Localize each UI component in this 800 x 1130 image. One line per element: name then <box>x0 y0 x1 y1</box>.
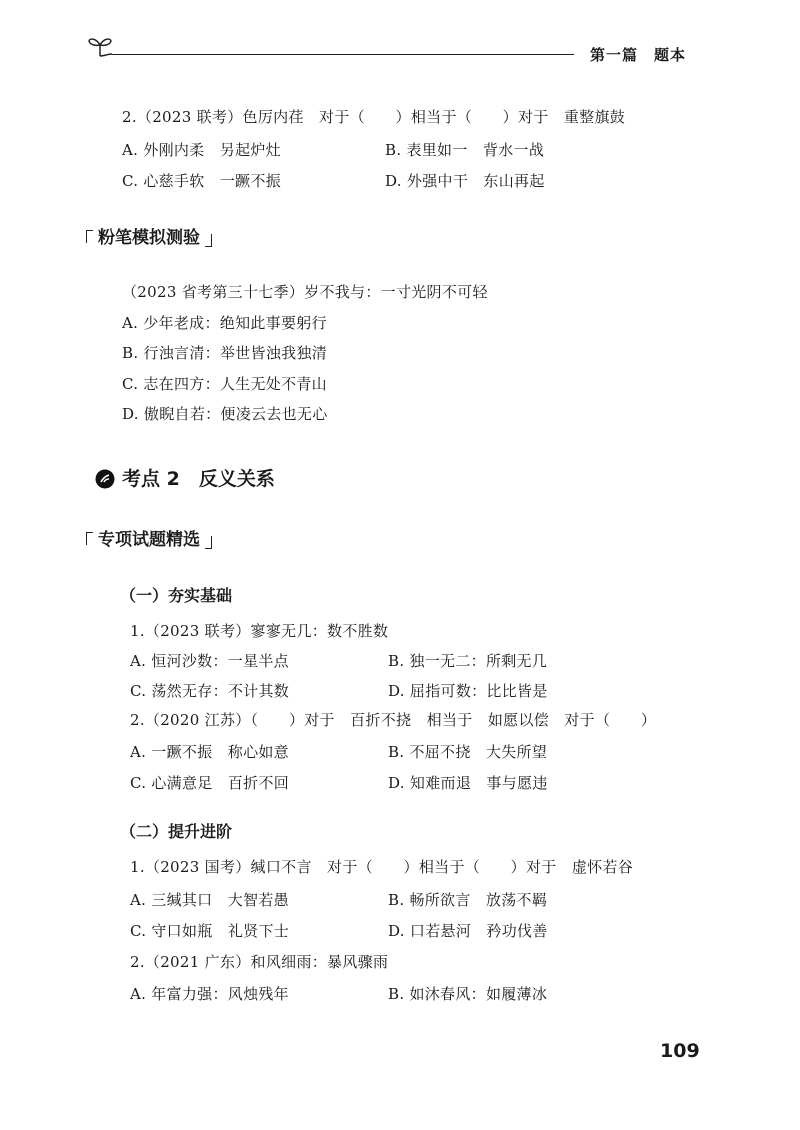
option-c: C. 荡然无存：不计其数 <box>130 682 290 700</box>
special-exercises-heading: 专项试题精选 <box>84 529 214 551</box>
option-b: B. 如沐春风：如履薄冰 <box>388 985 548 1003</box>
question-stem: 2.（2020 江苏）（ ）对于 百折不挠 相当于 如愿以偿 对于（ ） <box>130 711 657 729</box>
option-b: B. 畅所欲言 放荡不羁 <box>388 891 548 909</box>
option-a: A. 三缄其口 大智若愚 <box>130 891 289 909</box>
basic-heading: （一）夯实基础 <box>120 586 233 605</box>
option-a: A. 年富力强：风烛残年 <box>130 985 289 1003</box>
question-stem: 1.（2023 联考）寥寥无几：数不胜数 <box>130 622 389 640</box>
page-number: 109 <box>660 1040 700 1062</box>
option-a: A. 恒河沙数：一星半点 <box>130 652 289 670</box>
option-c: C. 志在四方：人生无处不青山 <box>122 375 327 393</box>
option-d: D. 傲睨自若：便凌云去也无心 <box>122 405 328 423</box>
kaodian-title: 考点 2 反义关系 <box>122 468 275 490</box>
question-stem: 1.（2023 国考）缄口不言 对于（ ）相当于（ ）对于 虚怀若谷 <box>130 858 634 876</box>
option-d: D. 外强中干 东山再起 <box>385 172 545 190</box>
option-c: C. 心满意足 百折不回 <box>130 774 290 792</box>
sprout-icon <box>86 34 116 62</box>
kaodian-badge-icon <box>95 469 115 493</box>
option-b: B. 独一无二：所剩无几 <box>388 652 548 670</box>
option-b: B. 不屈不挠 大失所望 <box>388 743 548 761</box>
header-divider <box>112 54 574 55</box>
option-b: B. 表里如一 背水一战 <box>385 141 545 159</box>
mock-test-heading: 粉笔模拟测验 <box>84 227 214 249</box>
option-d: D. 口若悬河 矜功伐善 <box>388 922 548 940</box>
option-a: A. 一蹶不振 称心如意 <box>130 743 289 761</box>
option-d: D. 屈指可数：比比皆是 <box>388 682 548 700</box>
question-stem: 2.（2021 广东）和风细雨：暴风骤雨 <box>130 953 389 971</box>
option-a: A. 外刚内柔 另起炉灶 <box>122 141 281 159</box>
option-a: A. 少年老成：绝知此事要躬行 <box>122 314 327 332</box>
option-d: D. 知难而退 事与愿违 <box>388 774 548 792</box>
question-stem: 2.（2023 联考）色厉内荏 对于（ ）相当于（ ）对于 重整旗鼓 <box>122 108 626 126</box>
question-stem: （2023 省考第三十七季）岁不我与：一寸光阴不可轻 <box>122 283 488 301</box>
option-c: C. 守口如瓶 礼贤下士 <box>130 922 290 940</box>
option-c: C. 心慈手软 一蹶不振 <box>122 172 282 190</box>
part-title: 第一篇 题本 <box>590 46 687 64</box>
advanced-heading: （二）提升进阶 <box>120 822 233 841</box>
option-b: B. 行浊言清：举世皆浊我独清 <box>122 344 328 362</box>
